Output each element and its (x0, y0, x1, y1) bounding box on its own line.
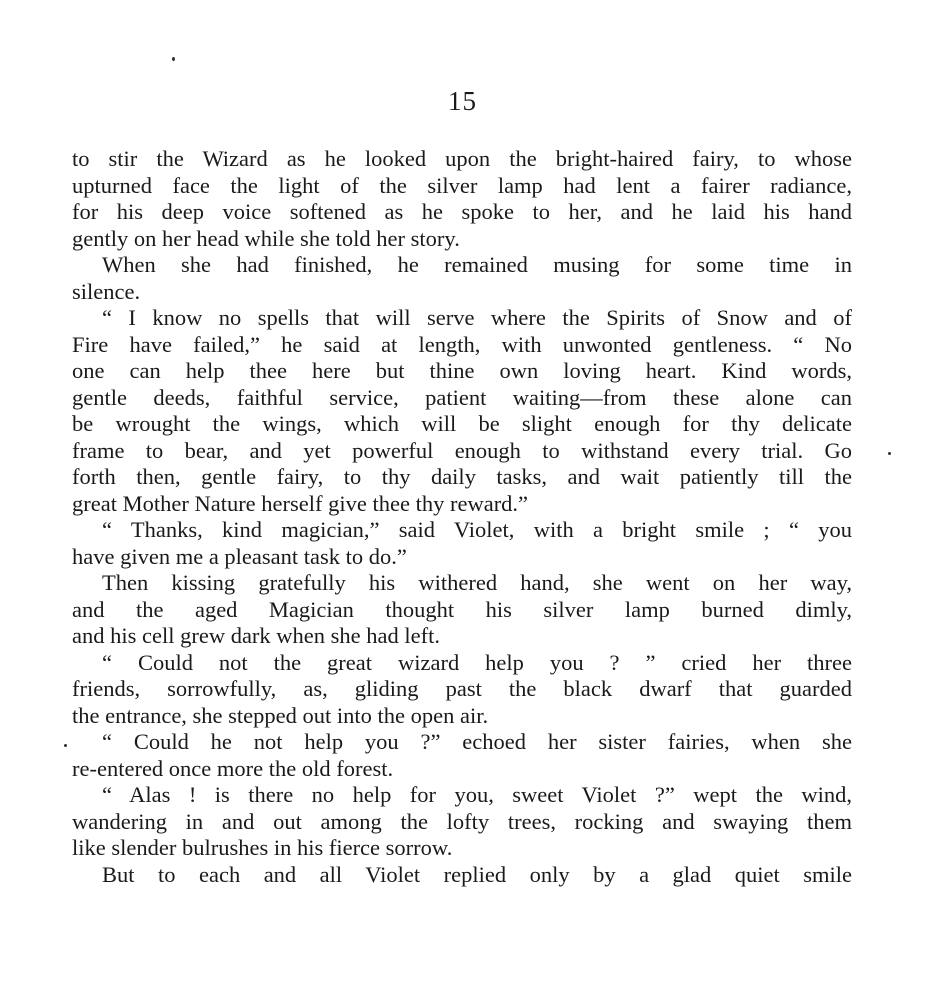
text-line: frame to bear, and yet powerful enough to withstand every trial. Go (72, 437, 852, 463)
text-line: “ I know no spells that will serve where the Spirits of Snow and of (102, 305, 852, 330)
print-speck (64, 744, 67, 747)
text-line: like slender bulrushes in his fierce sorrow. (72, 835, 453, 860)
text-line: “ Could not the great wizard help you ? ” cried her three (102, 649, 852, 675)
text-line: the entrance, she stepped out into the open air. (72, 702, 489, 728)
text-line: re-entered once more the old forest. (72, 755, 394, 781)
text-line: have given me a pleasant task to do.” (72, 543, 407, 569)
body-text (72, 146, 852, 888)
text-line: “ Thanks, kind magician,” said Violet, with a bright smile ; “ you (102, 517, 852, 542)
text-line: for his deep voice softened as he spoke to her, and he laid his hand (72, 199, 852, 224)
text-line: and the aged Magician thought his silver lamp burned dimly, (72, 596, 852, 622)
text-line: upturned face the light of the silver lamp had lent a fairer radiance, (72, 172, 852, 198)
text-line: gently on her head while she told her story. (72, 225, 460, 251)
text-line: But to each and all Violet replied only by a glad quiet smile (102, 861, 852, 887)
text-line: be wrought the wings, which will be slight enough for thy delicate (72, 411, 852, 436)
text-line: “ Alas ! is there no help for you, sweet Violet ?” wept the wind, (102, 782, 852, 807)
print-speck (172, 57, 175, 61)
text-line: and his cell grew dark when she had left. (72, 623, 440, 648)
text-line: Then kissing gratefully his withered hand, she went on her way, (102, 570, 852, 595)
text-line: gentle deeds, faithful service, patient waiting—from these alone can (72, 384, 852, 410)
text-line: wandering in and out among the lofty trees, rocking and swaying them (72, 808, 852, 834)
text-line: great Mother Nature herself give thee thy reward.” (72, 490, 529, 516)
text-line: to stir the Wizard as he looked upon the bright-haired fairy, to whose (72, 146, 852, 171)
print-speck (888, 452, 891, 455)
text-line: When she had finished, he remained musing for some time in (102, 252, 852, 277)
text-line: silence. (72, 278, 141, 304)
text-line: “ Could he not help you ?” echoed her sister fairies, when she (102, 729, 852, 754)
text-line: Fire have failed,” he said at length, with unwonted gentleness. “ No (72, 331, 852, 357)
text-line: forth then, gentle fairy, to thy daily tasks, and wait patiently till the (72, 464, 852, 489)
text-line: one can help thee here but thine own loving heart. Kind words, (72, 358, 852, 383)
text-line: friends, sorrowfully, as, gliding past the black dwarf that guarded (72, 676, 852, 701)
page-number: 15 (448, 86, 477, 116)
